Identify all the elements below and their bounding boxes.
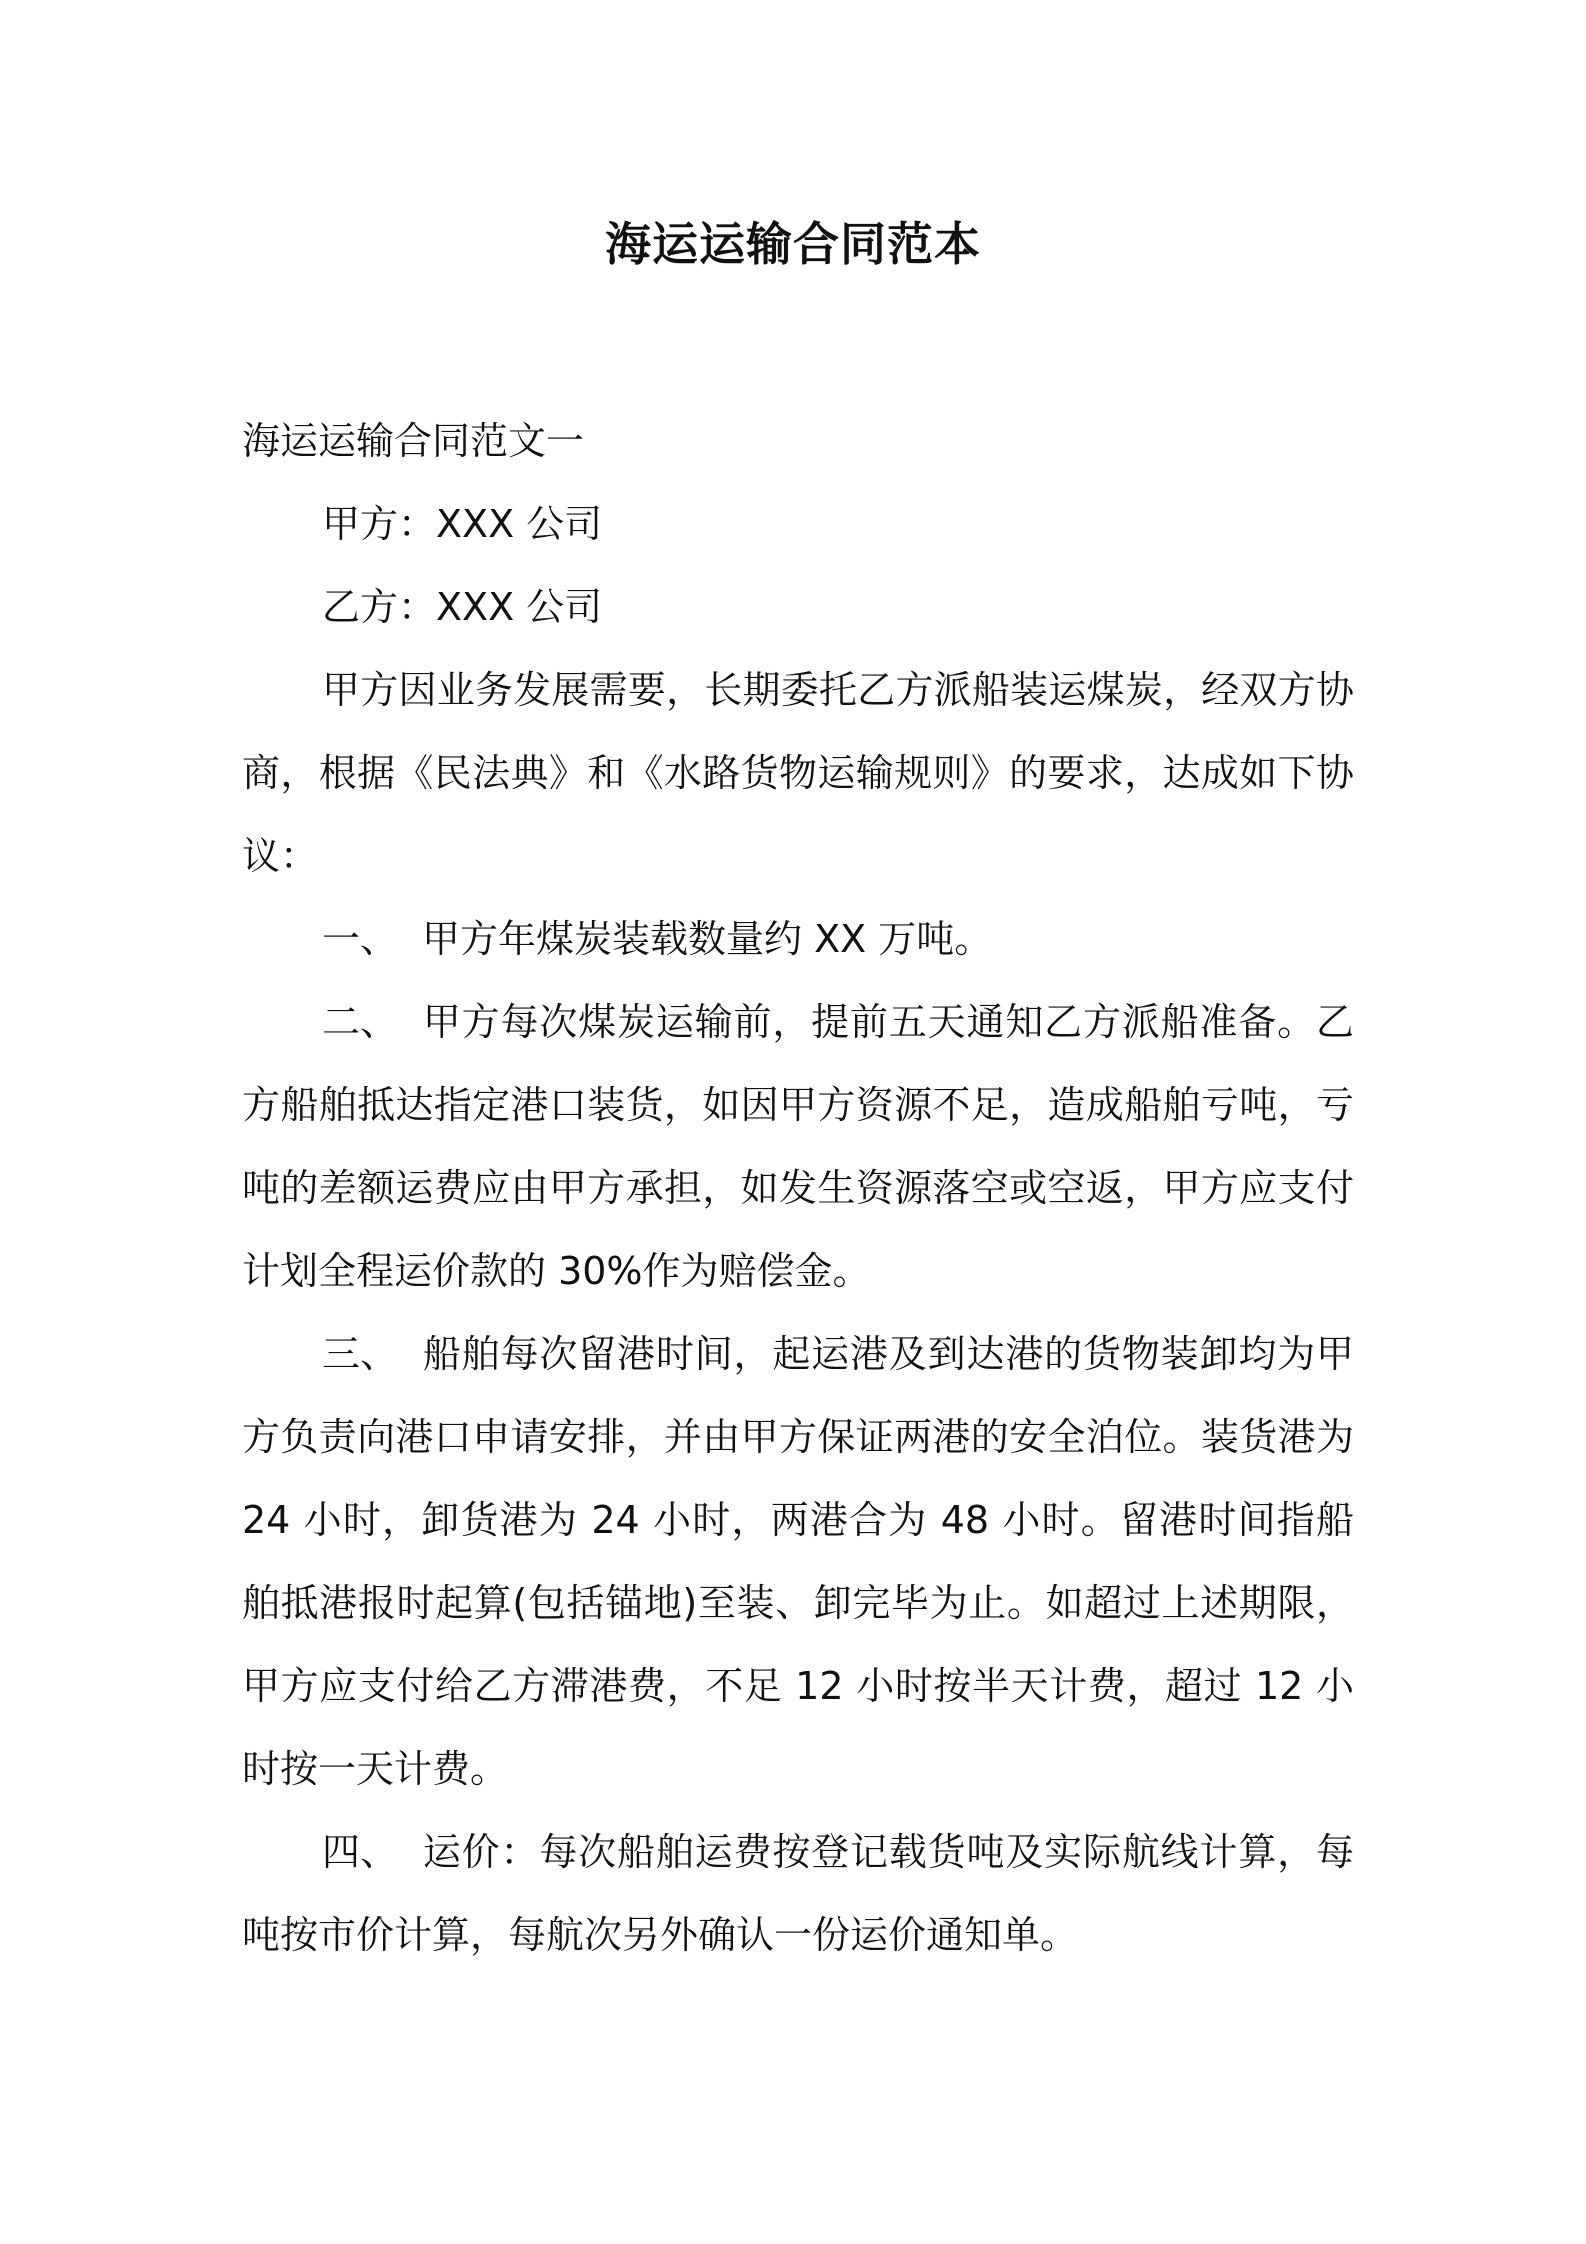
clause-text: 甲方每次煤炭运输前，提前五天通知乙方派船准备。乙方船舶抵达指定港口装货，如因甲方资源不足，造成船舶亏吨，亏吨的差额运费应由甲方承担，如发生资源落空或空返，甲方应支付计划全程运价款的 30%作为赔偿金。	[242, 1000, 1354, 1293]
clause-2	[242, 981, 1354, 1313]
clause-text: 船舶每次留港时间，起运港及到达港的货物装卸均为甲方负责向港口申请安排，并由甲方保证两港的安全泊位。装货港为 24 小时，卸货港为 24 小时，两港合为 48 小时。留港时间指船舶抵港报时起算(包括锚地)至装、卸完毕为止。如超过上述期限，甲方应支付给乙方滞港费，不足 12 小时按半天计费，超过 12 小时按一天计费。	[242, 1332, 1354, 1791]
document-body	[242, 400, 1354, 1977]
clause-4	[242, 1811, 1354, 1977]
clause-number: 一、	[322, 917, 399, 961]
clause-3	[242, 1313, 1354, 1811]
intro-paragraph: 甲方因业务发展需要，长期委托乙方派船装运煤炭，经双方协商，根据《民法典》和《水路货物运输规则》的要求，达成如下协议：	[242, 668, 1354, 878]
document-subtitle: 海运运输合同范文一	[242, 419, 585, 463]
clause-number: 二、	[322, 1000, 399, 1044]
clause-number: 三、	[322, 1332, 399, 1376]
party-b-line: 乙方：XXX 公司	[322, 585, 603, 629]
clause-text: 运价：每次船舶运费按登记载货吨及实际航线计算，每吨按市价计算，每航次另外确认一份运价通知单。	[242, 1830, 1354, 1957]
clause-1	[242, 898, 1354, 981]
clause-number: 四、	[322, 1830, 399, 1874]
clause-text: 甲方年煤炭装载数量约 XX 万吨。	[422, 917, 993, 961]
party-a-line: 甲方：XXX 公司	[322, 502, 603, 546]
document-title: 海运运输合同范本	[605, 217, 981, 271]
